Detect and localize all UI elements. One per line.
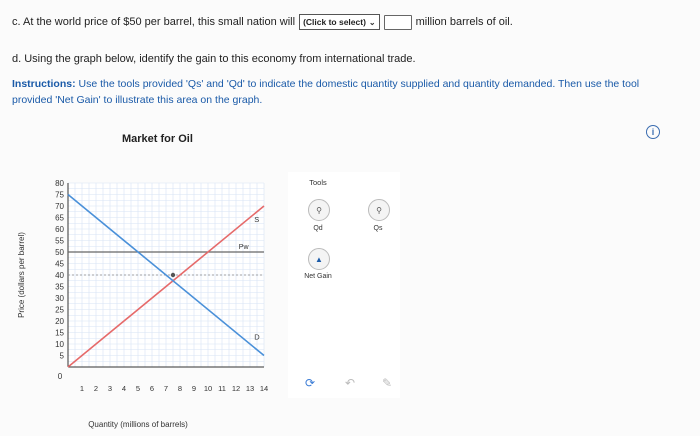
y-tick-label: 70 <box>55 202 64 211</box>
x-tick-label: 10 <box>203 384 213 393</box>
y-tick-label: 40 <box>55 271 64 280</box>
info-icon[interactable]: i <box>646 125 660 139</box>
x-tick-label: 5 <box>135 384 141 393</box>
question-c-suffix: million barrels of oil. <box>415 16 513 28</box>
y-tick-label: 55 <box>55 236 64 246</box>
x-tick-label: 14 <box>259 384 269 393</box>
trade-select[interactable] <box>299 14 380 30</box>
chart-title: Market for Oil <box>122 133 193 145</box>
quantity-input[interactable] <box>384 15 412 30</box>
y-tick-label: 20 <box>55 317 64 326</box>
qs-tool-label: Qs <box>373 225 383 232</box>
pin-icon: ⚲ <box>316 205 322 215</box>
qd-tool-label: Qd <box>313 225 323 232</box>
y-tick-label: 30 <box>55 294 64 303</box>
x-tick-label: 2 <box>93 384 99 393</box>
y-tick-label: 15 <box>55 328 64 338</box>
x-tick-label: 3 <box>107 384 113 393</box>
x-tick-label: 1 <box>79 384 85 393</box>
x-tick-label: 13 <box>245 384 255 393</box>
reset-icon[interactable]: ⟳ <box>305 376 316 390</box>
y-tick-label: 35 <box>55 282 64 292</box>
y-tick-label: 50 <box>55 248 64 257</box>
market-chart[interactable] <box>0 165 285 430</box>
question-d: d. Using the graph below, identify the gain to this economy from international trade. <box>12 53 416 65</box>
x-tick-label: 9 <box>191 384 197 393</box>
world-price-label: Pw <box>238 244 249 251</box>
origin-label: 0 <box>57 372 63 381</box>
chevron-down-icon: ⌄ <box>368 17 376 27</box>
net-gain-tool-button[interactable] <box>308 248 330 270</box>
y-tick-label: 80 <box>55 179 64 188</box>
instructions-label: Instructions: <box>12 78 76 90</box>
pin-icon: ⚲ <box>376 205 382 215</box>
instructions-text: Use the tools provided 'Qs' and 'Qd' to indicate the domestic quantity supplied and quantity demanded. Then use the tool provided 'Net Gain' to illustrate this area on the graph. <box>12 78 640 106</box>
y-tick-label: 75 <box>55 190 64 200</box>
instructions <box>12 76 682 108</box>
equilibrium-point <box>171 273 175 277</box>
net-gain-tool-label: Net Gain <box>304 273 332 280</box>
y-tick-label: 5 <box>59 351 64 361</box>
y-tick-label: 10 <box>55 340 64 349</box>
x-axis-title: Quantity (millions of barrels) <box>88 420 188 429</box>
y-axis-title: Price (dollars per barrel) <box>17 232 26 318</box>
question-c-text: c. At the world price of $50 per barrel, this small nation will <box>12 16 296 28</box>
x-tick-label: 7 <box>163 384 169 393</box>
qd-tool-button[interactable] <box>308 199 330 221</box>
trade-select-label: (Click to select) <box>303 17 366 27</box>
demand-label: D <box>254 332 260 342</box>
x-tick-label: 8 <box>177 384 183 393</box>
qs-tool-button[interactable] <box>368 199 390 221</box>
x-tick-label: 11 <box>218 384 226 393</box>
undo-icon[interactable]: ↶ <box>345 376 356 390</box>
x-tick-label: 6 <box>149 384 155 393</box>
x-tick-label: 12 <box>231 384 241 393</box>
tools-title: Tools <box>309 178 327 187</box>
pencil-icon[interactable]: ✎ <box>382 376 393 390</box>
y-tick-label: 25 <box>55 305 64 315</box>
triangle-icon: ▲ <box>315 254 323 264</box>
y-tick-label: 65 <box>55 213 64 223</box>
tools-panel <box>288 172 400 398</box>
supply-label: S <box>254 215 260 225</box>
x-tick-label: 4 <box>121 384 127 393</box>
y-tick-label: 45 <box>55 259 64 269</box>
question-c <box>12 14 513 30</box>
y-tick-label: 60 <box>55 225 64 234</box>
